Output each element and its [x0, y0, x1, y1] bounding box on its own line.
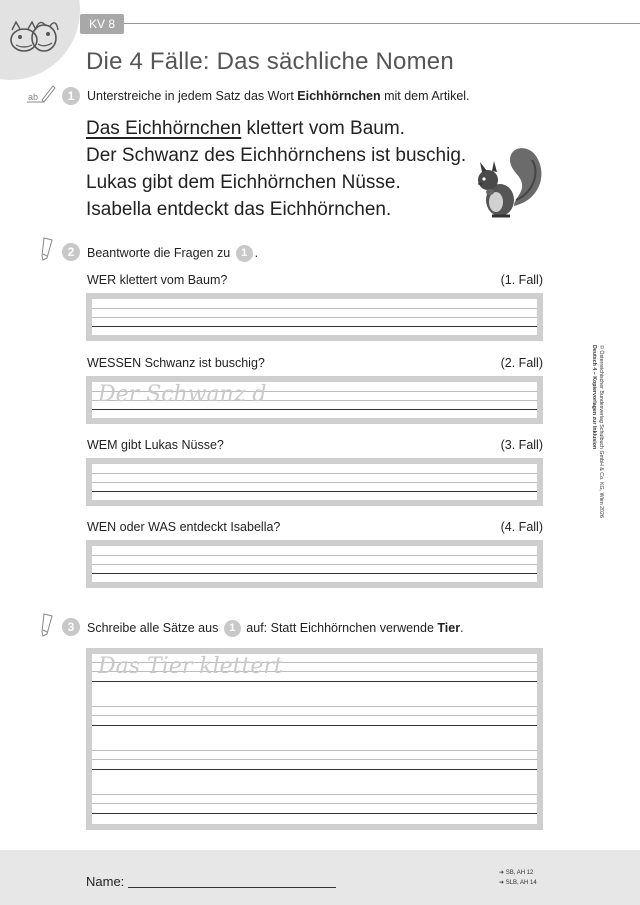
task3-instruction-bold: Tier — [437, 620, 461, 635]
name-field[interactable] — [128, 887, 336, 888]
example-handwriting-1: Der Schwanz d — [98, 382, 267, 407]
task3-instruction-mid: auf: Statt Eichhörnchen verwende — [242, 620, 438, 635]
ab-icon-text: ab — [28, 92, 39, 102]
underlined-phrase: Das Eichhörnchen — [86, 118, 242, 139]
question-2-text: WESSEN Schwanz ist buschig? — [87, 356, 265, 370]
task1-instruction-pre: Unterstreiche in jedem Satz das Wort — [87, 89, 298, 103]
question-2 — [87, 356, 543, 370]
name-label: Name: — [86, 874, 125, 889]
reference-1: ➔ SB, AH 12 — [499, 870, 534, 876]
sentence-2-text: Der Schwanz des Eichhörnchens ist buschig. — [86, 145, 467, 166]
question-1 — [87, 273, 543, 287]
sentence-1-text: klettert vom Baum. — [241, 118, 405, 139]
case-label-3: (3. Fall) — [500, 438, 543, 452]
sentence-4-text: Isabella entdeckt das Eichhörnchen. — [86, 199, 392, 220]
sentence-3-text: Lukas gibt dem Eichhörnchen Nüsse. — [86, 172, 401, 193]
question-3 — [87, 438, 543, 452]
question-4 — [87, 520, 543, 534]
task2-instruction-pre: Beantworte die Fragen zu — [87, 245, 234, 260]
side-copyright-line2: Deutsch 4 – Kopiervorlagen zur Inklusion — [591, 345, 597, 450]
pencil-icon — [40, 236, 54, 262]
task2-number: 2 — [62, 243, 80, 261]
answer-box-4[interactable] — [86, 540, 543, 588]
writing-lines — [92, 654, 537, 824]
task3-instruction-pre: Schreibe alle Sätze aus — [87, 620, 222, 635]
sentence-1 — [86, 118, 405, 140]
kv-badge: KV 8 — [80, 14, 124, 34]
task3-instruction-post: . — [460, 620, 464, 635]
ref-number-badge: 1 — [236, 245, 253, 262]
answer-box-2[interactable] — [86, 376, 543, 424]
task1-instruction — [87, 89, 470, 103]
task3-number: 3 — [62, 618, 80, 636]
writing-area[interactable] — [86, 648, 543, 830]
task1-number: 1 — [62, 87, 80, 105]
references — [499, 868, 537, 888]
case-label-4: (4. Fall) — [500, 520, 543, 534]
answer-box-3[interactable] — [86, 458, 543, 506]
case-label-2: (2. Fall) — [500, 356, 543, 370]
squirrel-illustration — [470, 140, 550, 222]
side-copyright-line1: © Österreichischer Bundesverlag Schulbuch GmbH & Co. KG, Wien 2026 — [598, 345, 604, 518]
header-rule — [124, 23, 640, 24]
answer-lines-3 — [92, 464, 537, 500]
pencil-icon-2 — [40, 612, 54, 638]
page-title: Die 4 Fälle: Das sächliche Nomen — [86, 48, 454, 75]
task2-instruction — [87, 245, 258, 262]
task1-instruction-bold: Eichhörnchen — [297, 89, 381, 103]
sentence-2 — [86, 145, 466, 167]
ref-number-badge-2: 1 — [224, 620, 241, 637]
task3-instruction — [87, 620, 464, 637]
sentence-3 — [86, 172, 401, 194]
sentence-4 — [86, 199, 391, 221]
reference-2: ➔ SLB, AH 14 — [499, 880, 537, 886]
question-4-text: WEN oder WAS entdeckt Isabella? — [87, 520, 281, 534]
answer-lines-2 — [92, 382, 537, 418]
ab-underline-icon — [26, 82, 56, 106]
question-1-text: WER klettert vom Baum? — [87, 273, 228, 287]
case-label-1: (1. Fall) — [500, 273, 543, 287]
answer-lines-4 — [92, 546, 537, 582]
task1-instruction-post: mit dem Artikel. — [380, 89, 470, 103]
question-3-text: WEM gibt Lukas Nüsse? — [87, 438, 224, 452]
task2-instruction-post: . — [254, 245, 259, 260]
animals-logo — [6, 12, 62, 56]
example-handwriting-2: Das Tier klettert — [98, 654, 283, 679]
answer-box-1[interactable] — [86, 293, 543, 341]
answer-lines-1 — [92, 299, 537, 335]
side-copyright — [590, 345, 604, 555]
